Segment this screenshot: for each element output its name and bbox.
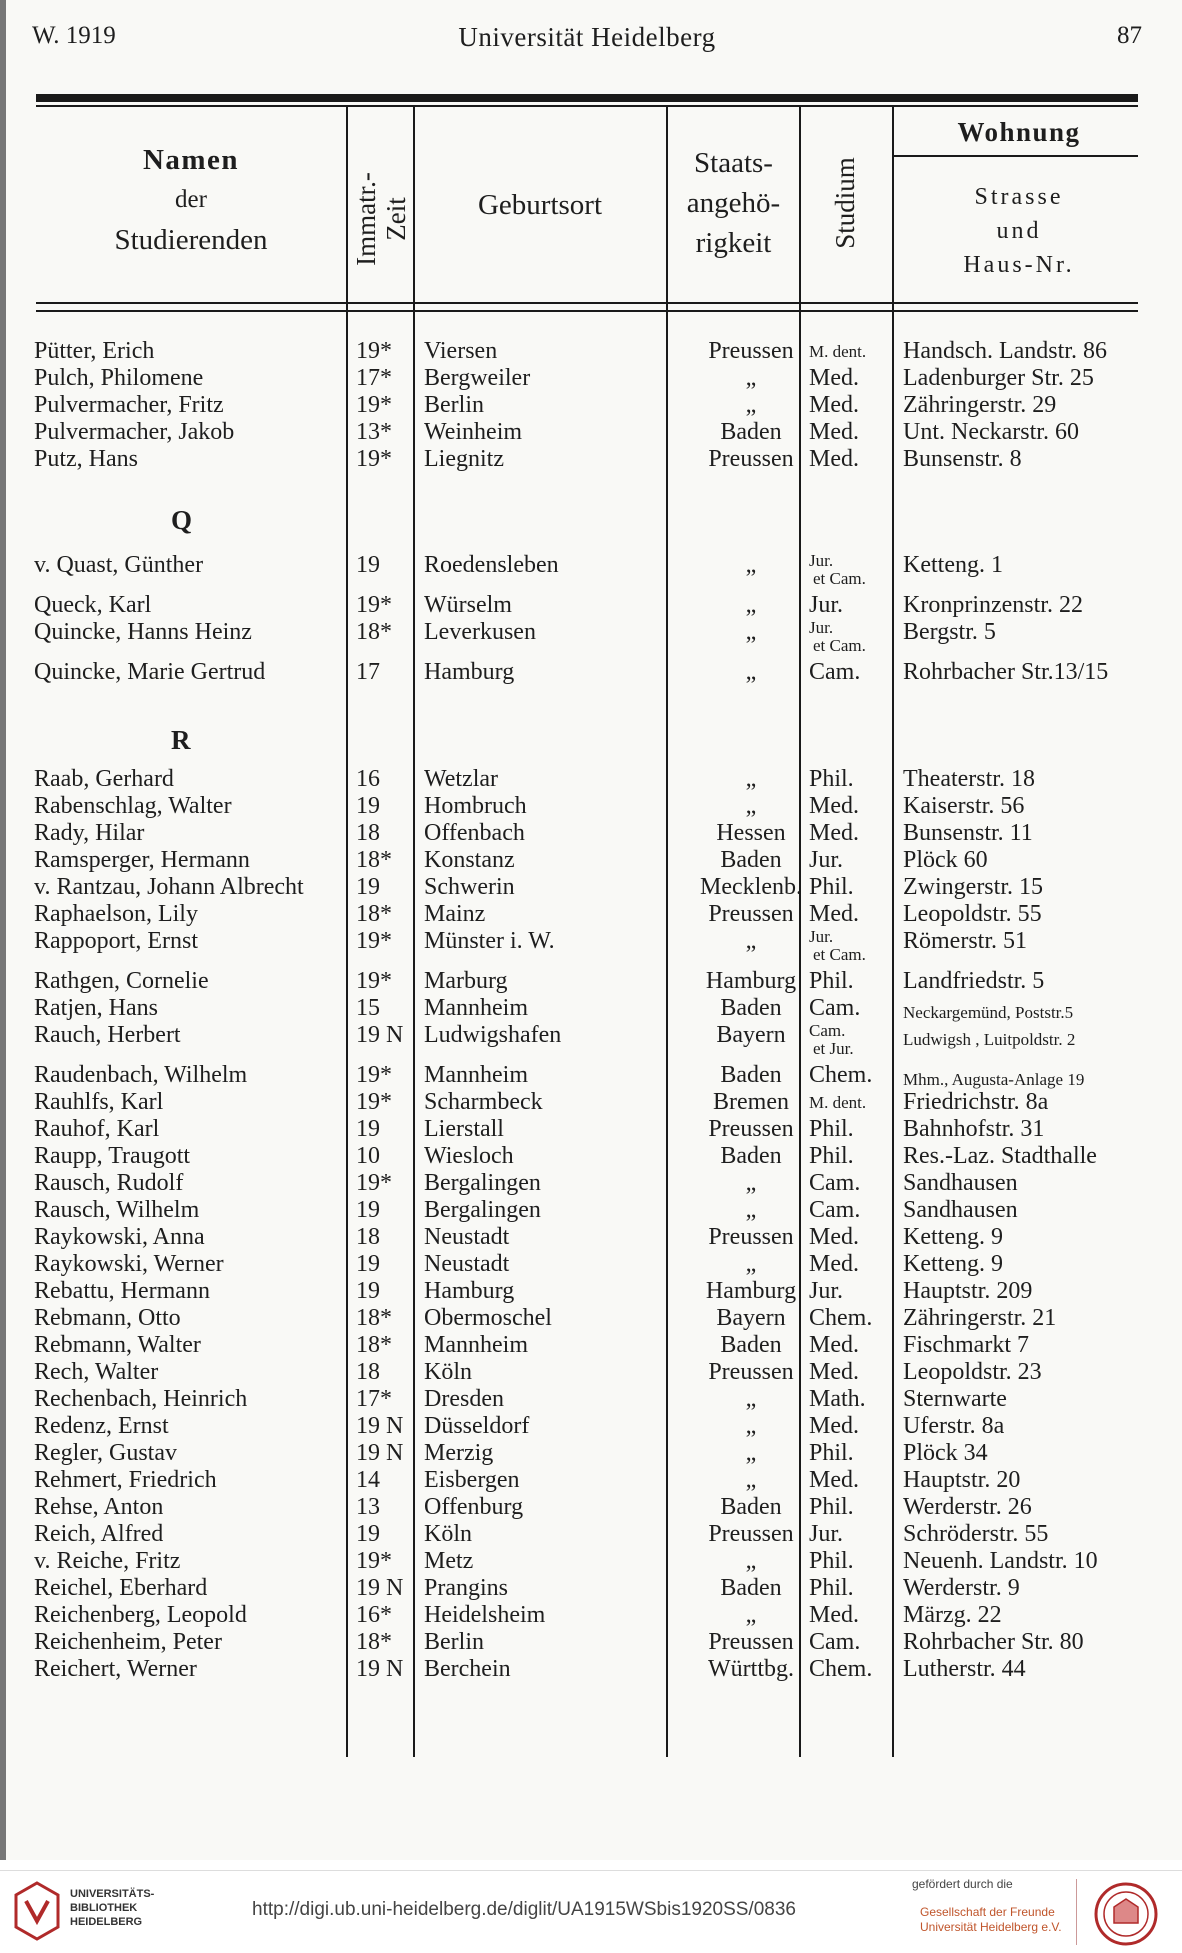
- geburtsort: Viersen: [424, 338, 498, 364]
- studium: Chem.: [809, 1062, 873, 1088]
- wohnung: Landfriedstr. 5: [903, 968, 1045, 994]
- student-name: Raykowski, Anna: [34, 1224, 205, 1250]
- staatsangehoerigkeit: „: [745, 1197, 757, 1223]
- studium: Med.: [809, 419, 859, 445]
- studium: Cam.: [809, 995, 861, 1021]
- geburtsort: Konstanz: [424, 847, 515, 873]
- studium: Phil.: [809, 1548, 854, 1574]
- university-seal-icon: [1090, 1881, 1162, 1947]
- wohnung: Rohrbacher Str. 80: [903, 1629, 1084, 1655]
- staatsangehoerigkeit: Baden: [720, 419, 782, 445]
- geburtsort: Leverkusen: [424, 619, 536, 645]
- geburtsort: Düsseldorf: [424, 1413, 530, 1439]
- studium: Med.: [809, 1359, 859, 1385]
- studium: Cam.: [809, 1197, 861, 1223]
- header-rule-thick: [36, 94, 1138, 102]
- immatr-zeit: 17*: [356, 1386, 392, 1412]
- studium: Med.: [809, 446, 859, 472]
- student-name: Redenz, Ernst: [34, 1413, 169, 1439]
- staatsangehoerigkeit: „: [745, 1386, 757, 1412]
- wohnung: Ludwigsh , Luitpoldstr. 2: [903, 1030, 1076, 1049]
- studium: Med.: [809, 901, 859, 927]
- immatr-zeit: 19: [356, 1521, 380, 1547]
- immatr-zeit: 18*: [356, 1629, 392, 1655]
- immatr-zeit: 19: [356, 1197, 380, 1223]
- header-studium: Studium: [830, 157, 860, 249]
- section-letter-q: Q: [171, 505, 193, 535]
- studium: Med.: [809, 392, 859, 418]
- staatsangehoerigkeit: „: [745, 552, 757, 578]
- studium: M. dent.: [809, 342, 867, 361]
- wohnung: Fischmarkt 7: [903, 1332, 1029, 1358]
- section-letter-r: R: [171, 725, 191, 755]
- immatr-zeit: 17*: [356, 365, 392, 391]
- immatr-zeit: 14: [356, 1467, 380, 1493]
- studium: Jur.: [809, 847, 844, 873]
- permalink[interactable]: http://digi.ub.uni-heidelberg.de/diglit/UA1915WSbis1920SS/0836: [252, 1899, 796, 1920]
- staatsangehoerigkeit: „: [745, 659, 757, 685]
- wohnung: Ketteng. 9: [903, 1224, 1003, 1250]
- studium: Jur. et Cam.: [809, 551, 866, 588]
- geburtsort: Bergalingen: [424, 1197, 541, 1223]
- studium: Jur.: [809, 1521, 844, 1547]
- studium: Phil.: [809, 1116, 854, 1142]
- student-name: Rebmann, Otto: [34, 1305, 181, 1331]
- immatr-zeit: 19 N: [356, 1575, 404, 1601]
- immatr-zeit: 19*: [356, 1062, 392, 1088]
- wohnung: Unt. Neckarstr. 60: [903, 419, 1079, 445]
- staatsangehoerigkeit: Hamburg: [705, 968, 797, 994]
- student-name: Rappoport, Ernst: [34, 928, 198, 954]
- student-name: Rausch, Wilhelm: [34, 1197, 200, 1223]
- immatr-zeit: 19: [356, 793, 380, 819]
- geburtsort: Scharmbeck: [424, 1089, 543, 1115]
- immatr-zeit: 18*: [356, 847, 392, 873]
- geburtsort: Liegnitz: [424, 446, 504, 472]
- studium: Chem.: [809, 1656, 873, 1682]
- immatr-zeit: 18: [356, 820, 380, 846]
- geburtsort: Schwerin: [424, 874, 515, 900]
- geburtsort: Bergweiler: [424, 365, 531, 391]
- staatsangehoerigkeit: „: [745, 619, 757, 645]
- studium: Med.: [809, 365, 859, 391]
- student-name: Queck, Karl: [34, 592, 152, 618]
- staatsangehoerigkeit: „: [745, 766, 757, 792]
- staatsangehoerigkeit: „: [745, 1413, 757, 1439]
- wohnung: Kaiserstr. 56: [903, 793, 1025, 819]
- student-name: Rebattu, Hermann: [34, 1278, 210, 1304]
- wohnung-rule: [894, 155, 1138, 157]
- wohnung: Res.-Laz. Stadthalle: [903, 1143, 1097, 1169]
- student-name: Raphaelson, Lily: [34, 901, 198, 927]
- immatr-zeit: 18: [356, 1359, 380, 1385]
- geburtsort: Neustadt: [424, 1251, 510, 1277]
- staatsangehoerigkeit: Preussen: [708, 1629, 794, 1655]
- wohnung: Römerstr. 51: [903, 928, 1027, 954]
- student-name: v. Rantzau, Johann Albrecht: [34, 874, 304, 900]
- wohnung: Zähringerstr. 21: [903, 1305, 1057, 1331]
- wohnung: Bergstr. 5: [903, 619, 996, 645]
- geburtsort: Offenburg: [424, 1494, 524, 1520]
- geburtsort: Bergalingen: [424, 1170, 541, 1196]
- header-immatr-zeit: Immatr.- Zeit: [351, 172, 411, 266]
- staatsangehoerigkeit: Baden: [720, 1494, 782, 1520]
- page-title: Universität Heidelberg: [458, 22, 716, 52]
- student-name: Rady, Hilar: [34, 820, 145, 846]
- geburtsort: Eisbergen: [424, 1467, 520, 1493]
- staatsangehoerigkeit: Preussen: [708, 1521, 794, 1547]
- studium: M. dent.: [809, 1093, 867, 1112]
- studium: Med.: [809, 1602, 859, 1628]
- studium: Med.: [809, 793, 859, 819]
- geburtsort: Münster i. W.: [424, 928, 555, 954]
- staatsangehoerigkeit: „: [745, 1170, 757, 1196]
- wohnung: Sandhausen: [903, 1197, 1018, 1223]
- staatsangehoerigkeit: „: [745, 793, 757, 819]
- geburtsort: Mainz: [424, 901, 486, 927]
- geburtsort: Neustadt: [424, 1224, 510, 1250]
- immatr-zeit: 19: [356, 1116, 380, 1142]
- geburtsort: Merzig: [424, 1440, 494, 1466]
- wohnung: Neckargemünd, Poststr.5: [903, 1003, 1074, 1022]
- column-divider: [892, 107, 894, 1757]
- student-name: Rauhlfs, Karl: [34, 1089, 164, 1115]
- viewer-footer: [0, 1870, 1182, 1953]
- immatr-zeit: 19 N: [356, 1022, 404, 1048]
- studium: Med.: [809, 1467, 859, 1493]
- header-rule-thin: [36, 105, 1138, 107]
- studium: Phil.: [809, 968, 854, 994]
- studium: Jur.: [809, 1278, 844, 1304]
- studium: Jur.: [809, 592, 844, 618]
- immatr-zeit: 19: [356, 1251, 380, 1277]
- studium: Jur. et Cam.: [809, 927, 866, 964]
- immatr-zeit: 15: [356, 995, 380, 1021]
- staatsangehoerigkeit: Baden: [720, 1062, 782, 1088]
- wohnung: Lutherstr. 44: [903, 1656, 1026, 1682]
- student-name: Raupp, Traugott: [34, 1143, 191, 1169]
- studium: Chem.: [809, 1305, 873, 1331]
- student-name: Rech, Walter: [34, 1359, 159, 1385]
- staatsangehoerigkeit: Baden: [720, 1143, 782, 1169]
- immatr-zeit: 19*: [356, 1089, 392, 1115]
- studium: Phil.: [809, 1440, 854, 1466]
- student-name: Raykowski, Werner: [34, 1251, 224, 1277]
- immatr-zeit: 19*: [356, 928, 392, 954]
- student-name: Rehmert, Friedrich: [34, 1467, 217, 1493]
- wohnung: Theaterstr. 18: [903, 766, 1035, 792]
- studium: Jur. et Cam.: [809, 618, 866, 655]
- immatr-zeit: 16*: [356, 1602, 392, 1628]
- student-name: Raudenbach, Wilhelm: [34, 1062, 248, 1088]
- header-wohnung: Wohnung: [957, 117, 1081, 147]
- wohnung: Bunsenstr. 11: [903, 820, 1033, 846]
- student-name: Reichert, Werner: [34, 1656, 197, 1682]
- student-name: Putz, Hans: [34, 446, 138, 472]
- wohnung: Sternwarte: [903, 1386, 1007, 1412]
- immatr-zeit: 13*: [356, 419, 392, 445]
- immatr-zeit: 16: [356, 766, 380, 792]
- geburtsort: Hamburg: [424, 1278, 515, 1304]
- geburtsort: Berchein: [424, 1656, 511, 1682]
- staatsangehoerigkeit: Hamburg: [705, 1278, 797, 1304]
- student-name: Rathgen, Cornelie: [34, 968, 209, 994]
- immatr-zeit: 19*: [356, 338, 392, 364]
- geburtsort: Offenbach: [424, 820, 525, 846]
- staatsangehoerigkeit: Württbg.: [708, 1656, 794, 1682]
- column-divider: [346, 107, 348, 1757]
- geburtsort: Berlin: [424, 392, 484, 418]
- semester-label: W. 1919: [32, 22, 116, 49]
- student-name: v. Reiche, Fritz: [34, 1548, 181, 1574]
- immatr-zeit: 13: [356, 1494, 380, 1520]
- header-namen: Namen der Studierenden: [114, 144, 268, 256]
- staatsangehoerigkeit: „: [745, 1251, 757, 1277]
- student-name: Reichenheim, Peter: [34, 1629, 222, 1655]
- geburtsort: Köln: [424, 1521, 472, 1547]
- geburtsort: Würselm: [424, 592, 512, 618]
- column-divider: [413, 107, 415, 1757]
- sponsor-lead: gefördert durch die: [912, 1877, 1013, 1891]
- immatr-zeit: 18: [356, 1224, 380, 1250]
- staatsangehoerigkeit: Baden: [720, 1575, 782, 1601]
- staatsangehoerigkeit: Preussen: [708, 1359, 794, 1385]
- staatsangehoerigkeit: Preussen: [708, 446, 794, 472]
- immatr-zeit: 17: [356, 659, 380, 685]
- header-bottom-rule: [36, 302, 1138, 304]
- student-name: Raab, Gerhard: [34, 766, 174, 792]
- staatsangehoerigkeit: „: [745, 1467, 757, 1493]
- studium: Med.: [809, 1251, 859, 1277]
- immatr-zeit: 19: [356, 874, 380, 900]
- staatsangehoerigkeit: „: [745, 365, 757, 391]
- wohnung: Rohrbacher Str.13/15: [903, 659, 1109, 685]
- geburtsort: Lierstall: [424, 1116, 504, 1142]
- sponsor-divider: [1076, 1879, 1077, 1945]
- immatr-zeit: 18*: [356, 1305, 392, 1331]
- sponsor-name[interactable]: Gesellschaft der Freunde Universität Heidelberg e.V.: [920, 1905, 1062, 1934]
- geburtsort: Wetzlar: [424, 766, 499, 792]
- immatr-zeit: 18*: [356, 619, 392, 645]
- library-logo-icon: [12, 1881, 62, 1941]
- library-name: UNIVERSITÄTS- BIBLIOTHEK HEIDELBERG: [70, 1888, 155, 1928]
- wohnung: Leopoldstr. 55: [903, 901, 1042, 927]
- wohnung: Märzg. 22: [903, 1602, 1002, 1628]
- studium: Phil.: [809, 1575, 854, 1601]
- immatr-zeit: 18*: [356, 901, 392, 927]
- wohnung: Handsch. Landstr. 86: [903, 338, 1107, 364]
- geburtsort: Prangins: [424, 1575, 508, 1601]
- staatsangehoerigkeit: Preussen: [708, 338, 794, 364]
- staatsangehoerigkeit: Bremen: [713, 1089, 789, 1115]
- student-name: Rauhof, Karl: [34, 1116, 160, 1142]
- wohnung: Kronprinzenstr. 22: [903, 592, 1083, 618]
- student-name: Ratjen, Hans: [34, 995, 158, 1021]
- student-name: Rausch, Rudolf: [34, 1170, 184, 1196]
- immatr-zeit: 19: [356, 552, 380, 578]
- header-staatsangehoerigkeit: Staats- angehö- rigkeit: [686, 147, 781, 259]
- wohnung: Leopoldstr. 23: [903, 1359, 1042, 1385]
- geburtsort: Berlin: [424, 1629, 484, 1655]
- immatr-zeit: 18*: [356, 1332, 392, 1358]
- geburtsort: Heidelsheim: [424, 1602, 546, 1628]
- geburtsort: Mannheim: [424, 1332, 528, 1358]
- geburtsort: Marburg: [424, 968, 508, 994]
- student-name: Regler, Gustav: [34, 1440, 178, 1466]
- wohnung: Werderstr. 9: [903, 1575, 1020, 1601]
- studium: Phil.: [809, 1143, 854, 1169]
- staatsangehoerigkeit: Bayern: [716, 1022, 786, 1048]
- immatr-zeit: 19*: [356, 1548, 392, 1574]
- studium: Math.: [809, 1386, 866, 1412]
- staatsangehoerigkeit: Bayern: [716, 1305, 786, 1331]
- studium: Med.: [809, 1224, 859, 1250]
- wohnung: Friedrichstr. 8a: [903, 1089, 1049, 1115]
- student-name: Rauch, Herbert: [34, 1022, 181, 1048]
- geburtsort: Mannheim: [424, 995, 528, 1021]
- column-divider: [666, 107, 668, 1757]
- studium: Phil.: [809, 766, 854, 792]
- staatsangehoerigkeit: „: [745, 392, 757, 418]
- geburtsort: Hombruch: [424, 793, 527, 819]
- immatr-zeit: 19*: [356, 1170, 392, 1196]
- wohnung: Schröderstr. 55: [903, 1521, 1049, 1547]
- student-name: Reichel, Eberhard: [34, 1575, 208, 1601]
- wohnung: Hauptstr. 20: [903, 1467, 1021, 1493]
- geburtsort: Weinheim: [424, 419, 523, 445]
- geburtsort: Obermoschel: [424, 1305, 552, 1331]
- studium: Cam.: [809, 1629, 861, 1655]
- geburtsort: Köln: [424, 1359, 472, 1385]
- student-name: Quincke, Hanns Heinz: [34, 619, 252, 645]
- wohnung: Plöck 34: [903, 1440, 988, 1466]
- wohnung: Ketteng. 1: [903, 552, 1003, 578]
- header-strasse: Strasse und Haus-Nr.: [963, 184, 1075, 278]
- geburtsort: Metz: [424, 1548, 474, 1574]
- staatsangehoerigkeit: „: [745, 928, 757, 954]
- wohnung: Zwingerstr. 15: [903, 874, 1043, 900]
- student-name: Rebmann, Walter: [34, 1332, 201, 1358]
- staatsangehoerigkeit: Mecklenb.: [700, 874, 802, 900]
- header-bottom-rule-2: [36, 310, 1138, 312]
- immatr-zeit: 19 N: [356, 1656, 404, 1682]
- wohnung: Bunsenstr. 8: [903, 446, 1022, 472]
- student-name: Rechenbach, Heinrich: [34, 1386, 248, 1412]
- staatsangehoerigkeit: „: [745, 1440, 757, 1466]
- immatr-zeit: 19*: [356, 592, 392, 618]
- page-number: 87: [1117, 22, 1142, 49]
- immatr-zeit: 19*: [356, 446, 392, 472]
- geburtsort: Wiesloch: [424, 1143, 514, 1169]
- student-name: Rabenschlag, Walter: [34, 793, 232, 819]
- wohnung: Sandhausen: [903, 1170, 1018, 1196]
- wohnung: Hauptstr. 209: [903, 1278, 1033, 1304]
- wohnung: Mhm., Augusta-Anlage 19: [903, 1070, 1085, 1089]
- staatsangehoerigkeit: Preussen: [708, 901, 794, 927]
- staatsangehoerigkeit: Baden: [720, 847, 782, 873]
- student-name: Reichenberg, Leopold: [34, 1602, 247, 1628]
- geburtsort: Mannheim: [424, 1062, 528, 1088]
- immatr-zeit: 19: [356, 1278, 380, 1304]
- studium: Phil.: [809, 874, 854, 900]
- header-geburtsort: Geburtsort: [477, 189, 603, 221]
- wohnung: Plöck 60: [903, 847, 988, 873]
- studium: Cam. et Jur.: [809, 1021, 854, 1058]
- wohnung: Ketteng. 9: [903, 1251, 1003, 1277]
- staatsangehoerigkeit: Hessen: [716, 820, 786, 846]
- immatr-zeit: 19*: [356, 968, 392, 994]
- student-name: Pütter, Erich: [34, 338, 155, 364]
- staatsangehoerigkeit: „: [745, 1602, 757, 1628]
- studium: Cam.: [809, 1170, 861, 1196]
- wohnung: Werderstr. 26: [903, 1494, 1032, 1520]
- student-name: Pulch, Philomene: [34, 365, 204, 391]
- wohnung: Bahnhofstr. 31: [903, 1116, 1045, 1142]
- staatsangehoerigkeit: „: [745, 592, 757, 618]
- studium: Phil.: [809, 1494, 854, 1520]
- student-name: v. Quast, Günther: [34, 552, 204, 578]
- immatr-zeit: 10: [356, 1143, 380, 1169]
- student-name: Pulvermacher, Jakob: [34, 419, 235, 445]
- immatr-zeit: 19 N: [356, 1413, 404, 1439]
- studium: Cam.: [809, 659, 861, 685]
- studium: Med.: [809, 1413, 859, 1439]
- staatsangehoerigkeit: Preussen: [708, 1224, 794, 1250]
- student-name: Quincke, Marie Gertrud: [34, 659, 266, 685]
- wohnung: Zähringerstr. 29: [903, 392, 1057, 418]
- running-head: [32, 22, 1142, 58]
- staatsangehoerigkeit: Preussen: [708, 1116, 794, 1142]
- wohnung: Ladenburger Str. 25: [903, 365, 1094, 391]
- geburtsort: Dresden: [424, 1386, 504, 1412]
- staatsangehoerigkeit: Baden: [720, 995, 782, 1021]
- geburtsort: Ludwigshafen: [424, 1022, 562, 1048]
- wohnung: Uferstr. 8a: [903, 1413, 1005, 1439]
- student-name: Pulvermacher, Fritz: [34, 392, 224, 418]
- immatr-zeit: 19 N: [356, 1440, 404, 1466]
- geburtsort: Hamburg: [424, 659, 515, 685]
- student-name: Ramsperger, Hermann: [34, 847, 250, 873]
- immatr-zeit: 19*: [356, 392, 392, 418]
- student-name: Reich, Alfred: [34, 1521, 164, 1547]
- geburtsort: Roedensleben: [424, 552, 559, 578]
- student-name: Rehse, Anton: [34, 1494, 164, 1520]
- wohnung: Neuenh. Landstr. 10: [903, 1548, 1098, 1574]
- staatsangehoerigkeit: „: [745, 1548, 757, 1574]
- studium: Med.: [809, 1332, 859, 1358]
- staatsangehoerigkeit: Baden: [720, 1332, 782, 1358]
- studium: Med.: [809, 820, 859, 846]
